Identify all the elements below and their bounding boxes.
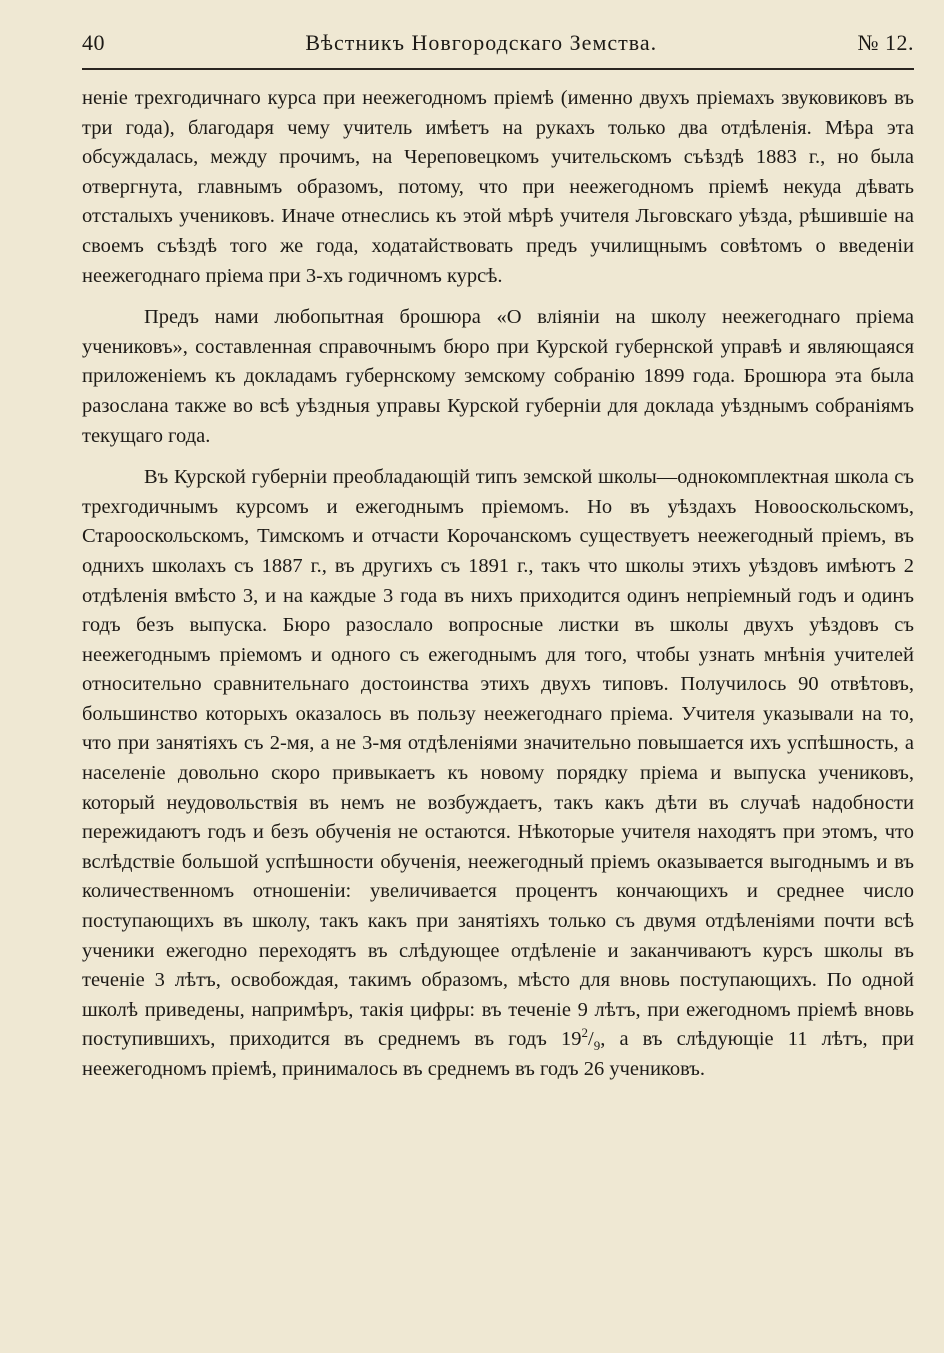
paragraph-2: Предъ нами любопытная брошюра «О вліяніи на школу неежегоднаго пріема учениковъ», составленная справочнымъ бюро при Курской губернской управѣ и являющаяся приложеніемъ къ докладамъ губернскому земскому собранію 1899 года. Брошюра эта была разослана также во всѣ уѣздныя управы Курской губерніи для доклада уѣзднымъ собраніямъ текущаго года. <box>82 306 914 447</box>
page-number: 40 <box>82 30 105 55</box>
paragraph-1: неніе трехгодичнаго курса при неежегодномъ пріемѣ (именно двухъ пріемахъ звуковиковъ въ три года), благодаря чему учитель имѣетъ на рукахъ только два отдѣленія. Мѣра эта обсуждалась, между прочимъ, на Череповецкомъ учительскомъ съѣздѣ 1883 г., но была отвергнута, главнымъ образомъ, потому, что при неежегодномъ пріемѣ некуда дѣвать отсталыхъ учениковъ. Иначе отнеслись къ этой мѣрѣ учителя Льговскаго уѣзда, рѣшившіе на своемъ съѣздѣ того же года, ходатайствовать предъ училищнымъ совѣтомъ о введеніи неежегоднаго пріема при 3-хъ годичномъ курсѣ. <box>82 87 914 287</box>
journal-title: Вѣстникъ Новгородскаго Земства. <box>305 30 658 55</box>
header-rule <box>82 68 914 70</box>
fraction-numerator: 2 <box>581 1025 588 1041</box>
paragraph-3: Въ Курской губерніи преобладающій типъ земской школы—однокомплектная школа съ трехгодичнымъ курсомъ и ежегоднымъ пріемомъ. Но въ уѣздахъ Новооскольскомъ, Старооскольскомъ, Тимскомъ и отчасти Корочанскомъ существуетъ неежегодный пріемъ, въ однихъ школахъ съ 1887 г., въ другихъ съ 1891 г., такъ что школы этихъ уѣздовъ имѣютъ 2 отдѣленія вмѣсто 3, и на каждые 3 года въ нихъ приходится одинъ непріемный годъ и одинъ годъ безъ выпуска. Бюро разослало вопросные листки въ школы двухъ уѣздовъ съ неежегоднымъ пріемомъ и одного съ ежегоднымъ для того, чтобы узнать мнѣнія учителей относительно сравнительнаго достоинства этихъ двухъ типовъ. Получилось 90 отвѣтовъ, большинство которыхъ оказалось въ пользу неежегоднаго пріема. Учителя указывали на то, что при занятіяхъ съ 2-мя, а не 3-мя отдѣленіями значительно повышается ихъ успѣшность, а населеніе довольно скоро привыкаетъ къ новому порядку пріема и выпуска учениковъ, который неудовольствія въ немъ не возбуждаетъ, такъ какъ дѣти въ случаѣ надобности пережидаютъ годъ и безъ обученія не остаются. Нѣкоторые учителя находятъ при этомъ, что вслѣдствіе большой успѣшности обученія, неежегодный пріемъ оказывается выгоднымъ и въ количественномъ отношеніи: увеличивается процентъ кончающихъ и среднее число поступающихъ въ школу, такъ какъ при занятіяхъ только съ двумя отдѣленіями почти всѣ ученики ежегодно переходятъ въ слѣдующее отдѣленіе и заканчиваютъ курсъ школы въ теченіе 3 лѣтъ, освобождая, такимъ образомъ, мѣсто для вновь поступающихъ. По одной школѣ приведены, напримѣръ, такія цифры: въ теченіе 9 лѣтъ, при ежегодномъ пріемѣ вновь поступившихъ, приходится въ среднемъ въ годъ $19^2/_9$, а въ слѣдующіе 11 лѣтъ, при неежегодномъ пріемѣ, принималось въ среднемъ въ годъ 26 учениковъ. <box>82 466 914 1080</box>
running-header <box>82 30 914 62</box>
paragraph-3-main: Въ Курской губерніи преобладающій типъ земской школы—однокомплектная школа съ трехгодичнымъ курсомъ и ежегоднымъ пріемомъ. Но въ уѣздахъ Новооскольскомъ, Старооскольскомъ, Тимскомъ и отчасти Корочанскомъ существуетъ неежегодный пріемъ, въ однихъ школахъ съ 1887 г., въ другихъ съ 1891 г., такъ что школы этихъ уѣздовъ имѣютъ 2 отдѣленія вмѣсто 3, и на каждые 3 года въ нихъ приходится одинъ непріемный годъ и одинъ годъ безъ выпуска. Бюро разослало вопросные листки въ школы двухъ уѣздовъ съ неежегоднымъ пріемомъ и одного съ ежегоднымъ для того, чтобы узнать мнѣнія учителей относительно сравнительнаго достоинства этихъ двухъ типовъ. Получилось 90 отвѣтовъ, большинство которыхъ оказалось въ пользу неежегоднаго пріема. Учителя указывали на то, что при занятіяхъ съ 2-мя, а не 3-мя отдѣленіями значительно повышается ихъ успѣшность, а населеніе довольно скоро привыкаетъ къ новому порядку пріема и выпуска учениковъ, который неудовольствія въ немъ не возбуждаетъ, такъ какъ дѣти въ случаѣ надобности пережидаютъ годъ и безъ обученія не остаются. Нѣкоторые учителя находятъ при этомъ, что вслѣдствіе большой успѣшности обученія, неежегодный пріемъ оказывается выгоднымъ и въ количественномъ отношеніи: увеличивается процентъ кончающихъ и среднее число поступающихъ въ школу, такъ какъ при занятіяхъ только съ двумя отдѣленіями почти всѣ ученики ежегодно переходятъ въ слѣдующее отдѣленіе и заканчиваютъ курсъ школы въ теченіе 3 лѣтъ, освобождая, такимъ образомъ, мѣсто для вновь поступающихъ. По одной школѣ приведены, напримѣръ, такія цифры: въ теченіе 9 лѣтъ, при ежегодномъ пріемѣ вновь поступившихъ, приходится въ среднемъ въ годъ 19 <box>82 466 914 1051</box>
issue-number: № 12. <box>857 30 914 55</box>
paragraph-3-tail: , а въ слѣдующіе 11 лѣтъ, при неежегодномъ пріемѣ, принималось въ среднемъ въ годъ 26 учениковъ. <box>82 1028 914 1080</box>
fraction-denominator: 9 <box>593 1038 601 1054</box>
